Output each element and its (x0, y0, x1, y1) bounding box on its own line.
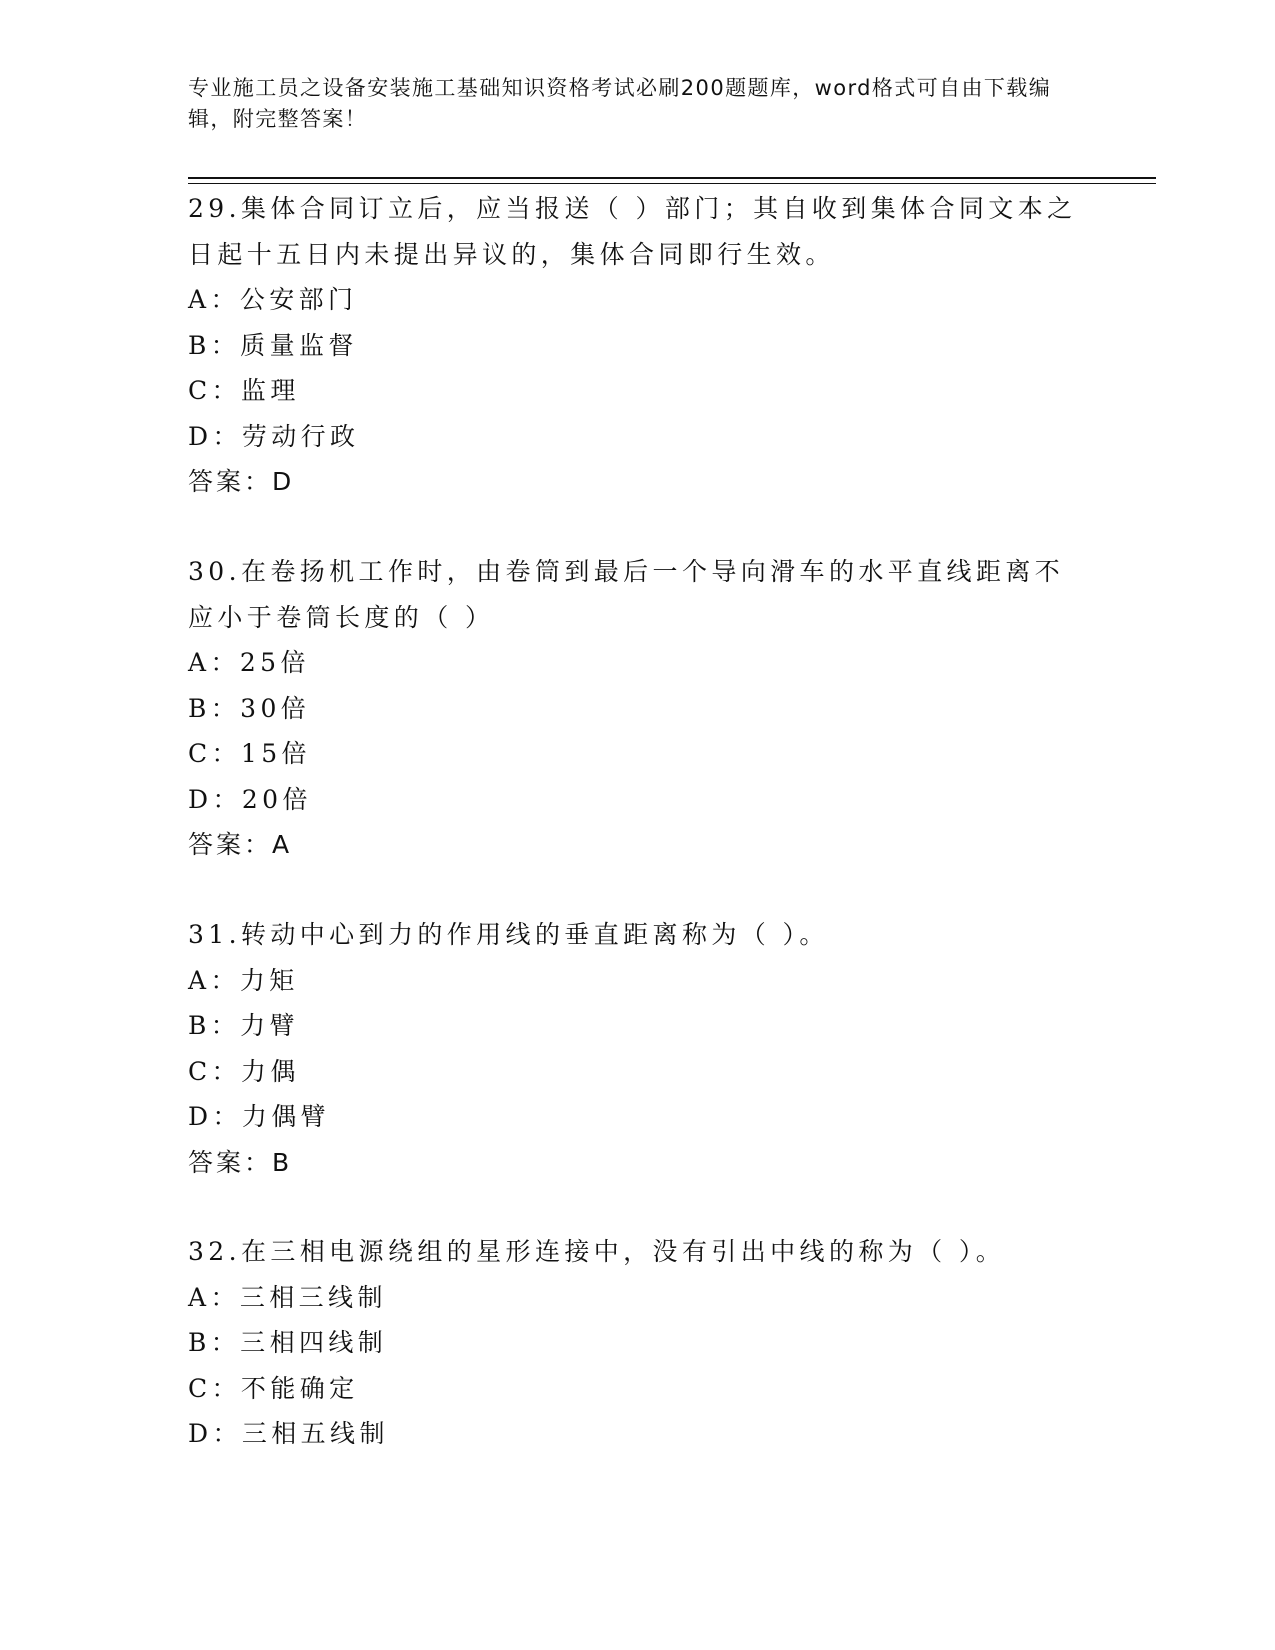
question-29 (188, 186, 1088, 505)
option-b: B：30倍 (188, 693, 311, 723)
document-header: 专业施工员之设备安装施工基础知识资格考试必刷200题题库，word格式可自由下载编辑，附完整答案！ (188, 76, 1052, 131)
option-c: C：力偶 (188, 1056, 300, 1086)
question-stem: 30.在卷扬机工作时，由卷筒到最后一个导向滑车的水平直线距离不应小于卷筒长度的（ ） (188, 557, 1065, 632)
answer-label: 答案：B (188, 1147, 293, 1177)
question-31 (188, 912, 1088, 1185)
question-stem: 29.集体合同订立后，应当报送（ ）部门；其自收到集体合同文本之日起十五日内未提出异议的，集体合同即行生效。 (188, 194, 1077, 269)
option-c: C：监理 (188, 376, 300, 405)
option-c: C：不能确定 (188, 1373, 359, 1403)
option-a: A：三相三线制 (188, 1282, 387, 1312)
option-d: D：三相五线制 (188, 1419, 389, 1448)
header-divider-thin (188, 183, 1156, 184)
option-b: B：力臂 (188, 1011, 299, 1040)
option-b: B：三相四线制 (188, 1328, 388, 1357)
question-stem: 31.转动中心到力的作用线的垂直距离称为（ ）。 (188, 920, 829, 949)
answer-label: 答案：D (188, 467, 295, 496)
option-d: D：力偶臂 (188, 1102, 331, 1131)
option-a: A：25倍 (188, 648, 310, 677)
option-b: B：质量监督 (188, 330, 358, 360)
header-divider-thick (188, 177, 1156, 179)
option-a: A：公安部门 (188, 285, 358, 314)
question-32 (188, 1229, 1088, 1457)
answer-label: 答案：A (188, 830, 293, 859)
question-stem: 32.在三相电源绕组的星形连接中，没有引出中线的称为（ ）。 (188, 1237, 1006, 1266)
option-d: D：20倍 (188, 784, 312, 814)
option-c: C：15倍 (188, 739, 311, 768)
question-30 (188, 549, 1088, 868)
option-d: D：劳动行政 (188, 421, 360, 451)
option-a: A：力矩 (188, 965, 299, 995)
